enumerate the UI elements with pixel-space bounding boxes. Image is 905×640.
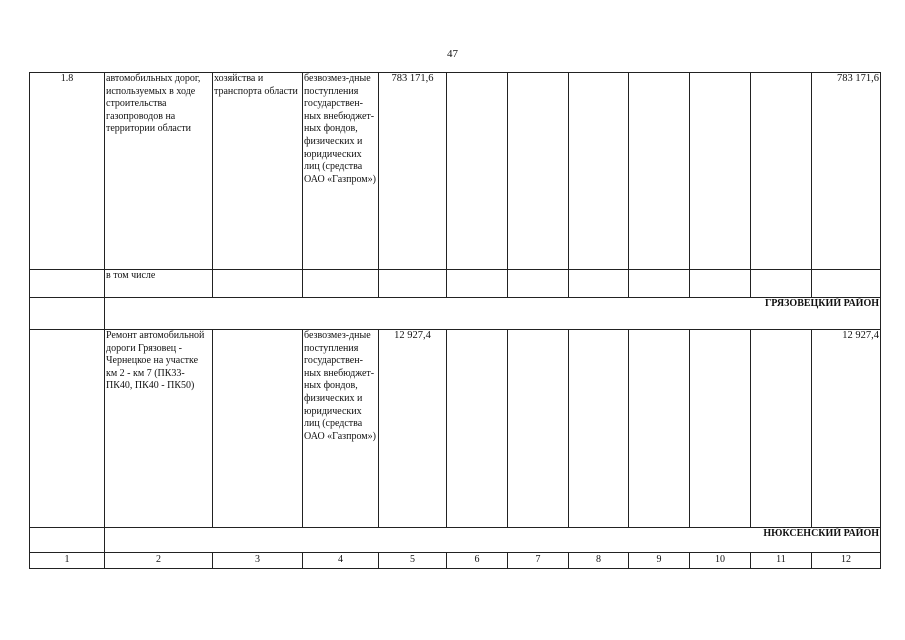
empty-cell bbox=[629, 270, 690, 298]
empty-cell bbox=[629, 73, 690, 270]
column-number: 5 bbox=[379, 553, 447, 569]
funding-source-cell: безвозмез-дные поступления государствен-ных внебюджет-ных фондов, физических и юридических лиц (средства ОАО «Газпром») bbox=[303, 73, 379, 270]
column-number: 1 bbox=[30, 553, 105, 569]
column-number: 2 bbox=[105, 553, 213, 569]
column-number: 9 bbox=[629, 553, 690, 569]
empty-cell bbox=[690, 73, 751, 270]
empty-cell bbox=[508, 270, 569, 298]
empty-cell bbox=[812, 270, 881, 298]
total-cell: 12 927,4 bbox=[812, 330, 881, 528]
column-number: 11 bbox=[751, 553, 812, 569]
empty-cell bbox=[569, 270, 629, 298]
section-row bbox=[30, 298, 881, 330]
table-row bbox=[30, 330, 881, 528]
empty-cell bbox=[30, 330, 105, 528]
responsible-cell: хозяйства и транспорта области bbox=[213, 73, 303, 270]
empty-cell bbox=[508, 73, 569, 270]
column-number: 4 bbox=[303, 553, 379, 569]
amount-cell: 12 927,4 bbox=[379, 330, 447, 528]
column-number: 12 bbox=[812, 553, 881, 569]
column-number: 7 bbox=[508, 553, 569, 569]
empty-cell bbox=[213, 330, 303, 528]
activity-name-cell: Ремонт автомобильной дороги Грязовец - Чернецкое на участке км 2 - км 7 (ПК33-ПК40, ПК40 - ПК50) bbox=[105, 330, 213, 528]
funding-source-cell: безвозмез-дные поступления государствен-ных внебюджет-ных фондов, физических и юридических лиц (средства ОАО «Газпром») bbox=[303, 330, 379, 528]
empty-cell bbox=[30, 528, 105, 553]
empty-cell bbox=[690, 270, 751, 298]
total-cell: 783 171,6 bbox=[812, 73, 881, 270]
activity-name-cell: автомобильных дорог, используемых в ходе строительства газопроводов на территории области bbox=[105, 73, 213, 270]
amount-cell: 783 171,6 bbox=[379, 73, 447, 270]
column-numbers-row bbox=[30, 553, 881, 569]
empty-cell bbox=[30, 298, 105, 330]
table-row bbox=[30, 270, 881, 298]
column-number: 6 bbox=[447, 553, 508, 569]
empty-cell bbox=[629, 330, 690, 528]
empty-cell bbox=[751, 73, 812, 270]
empty-cell bbox=[447, 330, 508, 528]
column-number: 8 bbox=[569, 553, 629, 569]
including-label: в том числе bbox=[105, 270, 213, 298]
empty-cell bbox=[379, 270, 447, 298]
empty-cell bbox=[569, 330, 629, 528]
empty-cell bbox=[303, 270, 379, 298]
empty-cell bbox=[751, 330, 812, 528]
empty-cell bbox=[569, 73, 629, 270]
section-row bbox=[30, 528, 881, 553]
table-row bbox=[30, 73, 881, 270]
empty-cell bbox=[447, 270, 508, 298]
row-number-cell: 1.8 bbox=[30, 73, 105, 270]
empty-cell bbox=[213, 270, 303, 298]
page-number: 47 bbox=[447, 48, 458, 60]
budget-table bbox=[29, 72, 881, 569]
section-title-nyuksenitsa: НЮКСЕНСКИЙ РАЙОН bbox=[105, 528, 881, 553]
section-title-gryazovets: ГРЯЗОВЕЦКИЙ РАЙОН bbox=[105, 298, 881, 330]
empty-cell bbox=[751, 270, 812, 298]
empty-cell bbox=[30, 270, 105, 298]
empty-cell bbox=[447, 73, 508, 270]
column-number: 10 bbox=[690, 553, 751, 569]
empty-cell bbox=[690, 330, 751, 528]
column-number: 3 bbox=[213, 553, 303, 569]
empty-cell bbox=[508, 330, 569, 528]
